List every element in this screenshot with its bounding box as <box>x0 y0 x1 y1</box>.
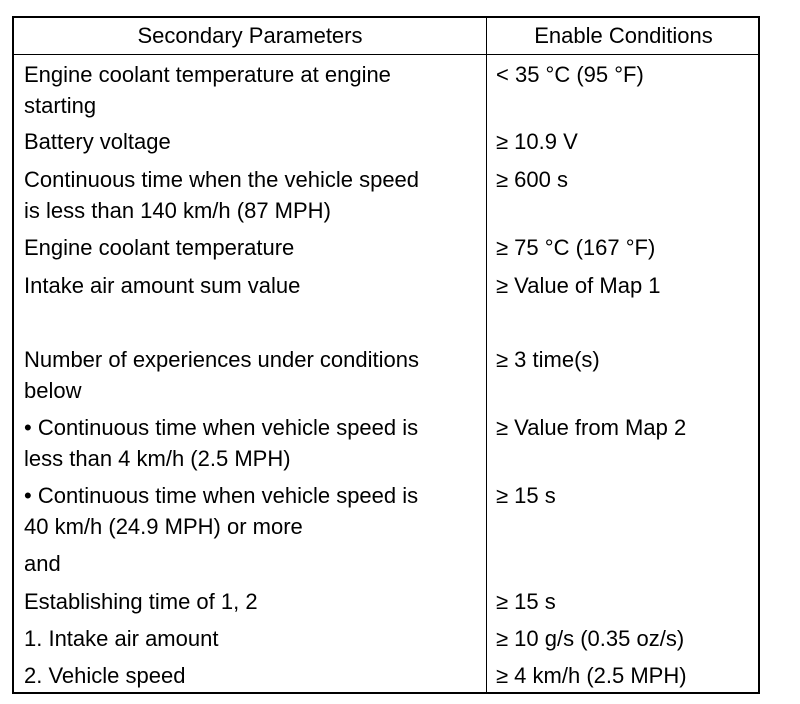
column-divider <box>486 18 487 692</box>
header-secondary-parameters: Secondary Parameters <box>137 23 363 48</box>
row-8-condition: ≥ 15 s <box>496 483 556 508</box>
row-11-condition: ≥ 10 g/s (0.35 oz/s) <box>496 626 685 651</box>
row-4-parameter: Engine coolant temperature <box>24 235 295 260</box>
row-4-condition: ≥ 75 °C (167 °F) <box>496 235 656 260</box>
row-12-condition: ≥ 4 km/h (2.5 MPH) <box>496 663 687 688</box>
row-3-parameter: Continuous time when the vehicle speed is less than 140 km/h (87 MPH) <box>24 167 420 223</box>
row-2-parameter: Battery voltage <box>24 129 171 154</box>
header-divider <box>14 54 758 55</box>
row-8-parameter: • Continuous time when vehicle speed is 40 km/h (24.9 MPH) or more <box>24 483 419 539</box>
row-9-parameter: and <box>24 551 61 576</box>
row-12-parameter: 2. Vehicle speed <box>24 663 186 688</box>
row-5-condition: ≥ Value of Map 1 <box>496 273 661 298</box>
row-7-parameter: • Continuous time when vehicle speed is less than 4 km/h (2.5 MPH) <box>24 415 419 471</box>
row-11-parameter: 1. Intake air amount <box>24 626 219 651</box>
row-6-parameter: Number of experiences under conditions below <box>24 347 420 403</box>
row-2-condition: ≥ 10.9 V <box>496 129 578 154</box>
row-1-condition: < 35 °C (95 °F) <box>496 62 644 87</box>
row-3-condition: ≥ 600 s <box>496 167 569 192</box>
header-enable-conditions: Enable Conditions <box>534 23 713 48</box>
row-7-condition: ≥ Value from Map 2 <box>496 415 687 440</box>
row-10-condition: ≥ 15 s <box>496 589 556 614</box>
row-10-parameter: Establishing time of 1, 2 <box>24 589 258 614</box>
row-6-condition: ≥ 3 time(s) <box>496 347 600 372</box>
parameters-table <box>12 16 760 694</box>
row-1-parameter: Engine coolant temperature at engine starting <box>24 62 391 118</box>
row-5-parameter: Intake air amount sum value <box>24 273 301 298</box>
